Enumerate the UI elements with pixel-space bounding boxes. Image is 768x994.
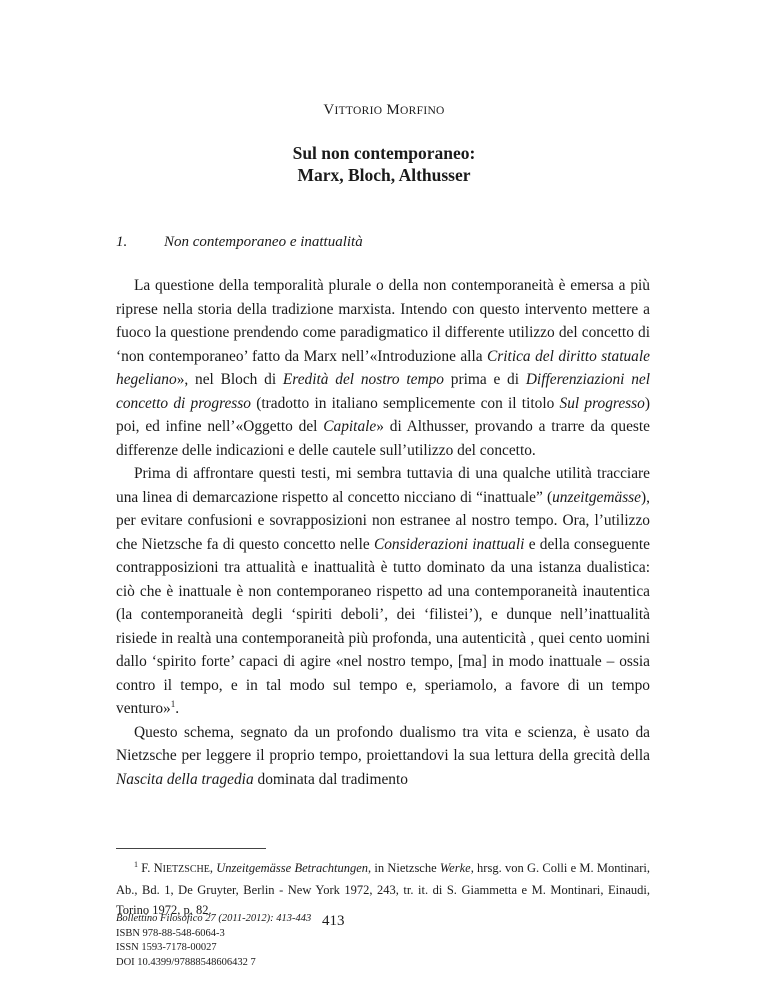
author-first-rest: ITTORIO — [334, 105, 383, 117]
text-run: » di Althusser, provando a trarre da queste differenze delle indicazioni e delle cautele sull’utilizzo del concetto. — [116, 418, 651, 459]
italic-text: Eredità del nostro tempo — [282, 371, 444, 388]
text-run: », nel Bloch di — [176, 371, 283, 388]
footnote-marker: 1 — [170, 698, 176, 709]
title-line-2: Marx, Bloch, Althusser — [297, 165, 471, 185]
paragraph — [116, 721, 650, 792]
issn: ISSN 1593-7178-00027 — [116, 942, 217, 953]
text-run: Prima di affrontare questi testi, mi sembra tuttavia di una qualche utilità tracciare una linea di demarcazione rispetto al concetto nicciano di “inattuale” ( — [116, 465, 650, 506]
text-run: , — [209, 861, 217, 875]
journal-citation: Bollettino Filosofico 27 (2011-2012): 413-443 — [116, 913, 312, 924]
italic-text: Nascita della tragedia — [116, 770, 254, 788]
author-name — [0, 102, 768, 119]
text-run: (tradotto in italiano semplicemente con il titolo — [251, 394, 560, 412]
text-run: prima e di — [444, 371, 526, 388]
page-number: 413 — [322, 913, 345, 929]
text-run: , hrsg. von G. Colli e M. Montinari, Ab., Bd. 1, De Gruyter, Berlin - New York 1972, 243, tr. it. di S. Giammetta e M. Montinari, Einaudi, Torino 1972, p. 82. — [116, 861, 651, 917]
author-first-initial: V — [323, 102, 335, 118]
italic-text: Considerazioni inattuali — [373, 535, 525, 553]
text-run: e della conseguente contrapposizioni tra attualità e inattualità è tutto dominato da una istanza dualistica: ciò che è inattuale è non contemporaneo rispetto ad una contemporaneità inautentica (la contemporaneità degli ‘spiriti deboli’, dei ‘filistei’), e dunque nell’inattualità risiede in realtà una contemporaneità più profonda, una autenticità , quei cento uomini dallo ‘spirito forte’ capaci di agire «nel nostro tempo, [ma] in modo inattuale – ossia contro il tempo, e in tal modo sul tempo e, speriamolo, a favore di un tempo venturo» — [116, 535, 650, 717]
doi: DOI 10.4399/97888548606432 7 — [116, 956, 256, 968]
italic-text: Critica del diritto statuale hegeliano — [116, 347, 650, 388]
italic-text: Differenziazioni nel concetto di progresso — [116, 371, 651, 412]
text-run: ), per evitare confusioni e sovrapposizioni non estranee al nostro tempo. Ora, l’utilizzo che Nietzsche fa di questo concetto nelle — [116, 488, 650, 553]
title-line-1: Sul non contemporaneo: — [292, 143, 476, 163]
footnote-text — [116, 858, 650, 920]
footnote-separator — [116, 848, 266, 849]
paper-title — [0, 142, 768, 186]
paragraph — [116, 462, 650, 721]
section-heading — [116, 234, 363, 251]
body-text — [116, 274, 650, 791]
text-run: La questione della temporalità plurale o della non contemporaneità è emersa a più riprese nella storia della tradizione marxista. Intendo con questo intervento mettere a fuoco la questione prendendo come paradigmatico il differente utilizzo del concetto di ‘non contemporaneo’ fatto da Marx nell’«Introduzione alla — [116, 277, 650, 365]
italic-text: Capitale — [323, 418, 377, 435]
italic-text: Werke — [439, 861, 471, 875]
publication-info — [116, 912, 311, 970]
isbn: ISBN 978-88-548-6064-3 — [116, 927, 225, 939]
footnote-number: 1 — [134, 859, 138, 869]
paragraph — [116, 274, 650, 462]
author-last-initial: M — [386, 102, 401, 118]
section-number: 1. — [116, 234, 128, 250]
italic-text: Sul progresso — [559, 394, 645, 412]
section-title: Non contemporaneo e inattualità — [164, 234, 363, 250]
text-run: . — [175, 700, 180, 717]
footnote — [116, 858, 650, 920]
text-run: , in Nietzsche — [368, 861, 440, 875]
text-run: Questo schema, segnato da un profondo dualismo tra vita e scienza, è usato da Nietzsche per leggere il proprio tempo, proiettandovi la sua lettura della grecità della — [116, 723, 650, 764]
text-run: dominata dal tradimento — [253, 770, 408, 788]
text-run: ) poi, ed infine nell’«Oggetto del — [116, 394, 650, 435]
author-last-rest: ORFINO — [400, 105, 445, 117]
italic-text: Unzeitgemässe Betrachtungen — [216, 861, 369, 875]
italic-text: unzeitgemässe — [552, 488, 642, 506]
footnote-author: F. NIETZSCHE — [141, 861, 210, 875]
